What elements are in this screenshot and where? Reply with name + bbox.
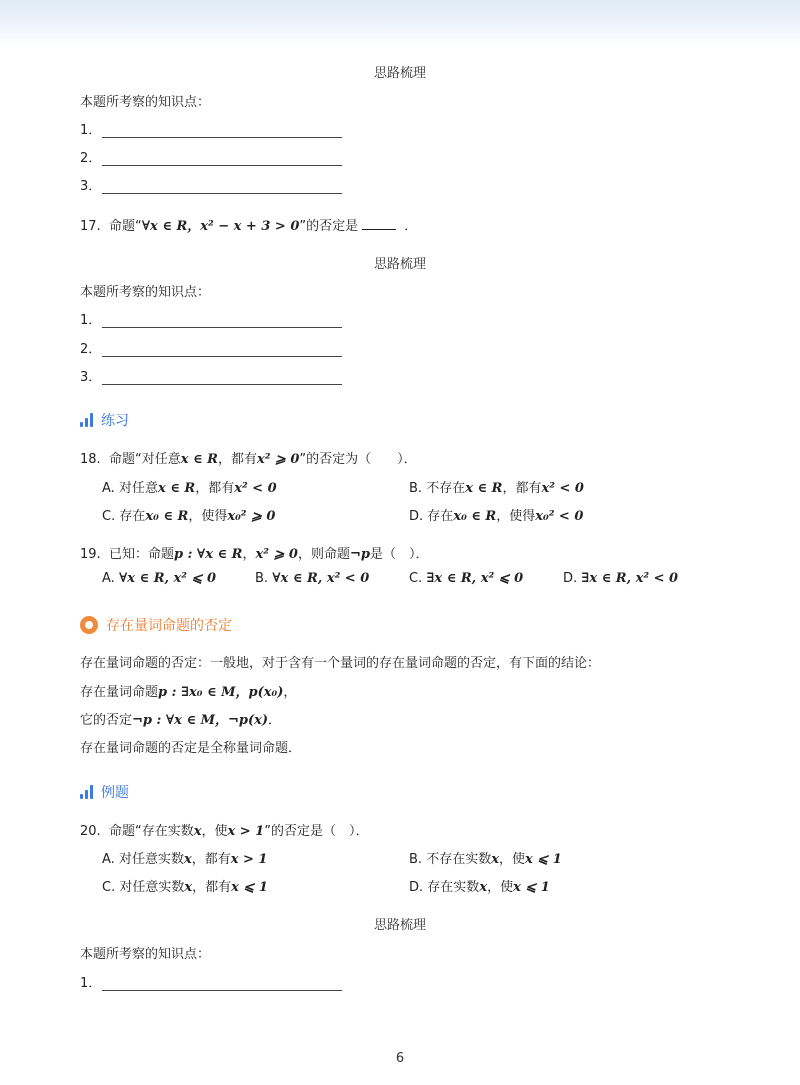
section-title: 思路梳理 — [373, 257, 426, 272]
existential-line-1: 存在量词命题的否定：一般地，对于含有一个量词的存在量词命题的否定，有下面的结论： — [80, 656, 601, 671]
section-title: 思路梳理 — [373, 918, 426, 933]
answer-line[interactable]: 1． — [80, 972, 342, 991]
existential-line-3: 它的否定¬p : ∀x ∈ M，¬p(x)． — [80, 713, 282, 728]
option-a[interactable]: A. 对任意x ∈ R，都有x² < 0 — [102, 481, 277, 496]
answer-line[interactable]: 2． — [80, 147, 342, 166]
question-17: 17. 命题“∀x ∈ R，x² − x + 3 > 0”的否定是 ． — [80, 219, 418, 234]
answer-line[interactable]: 1． — [80, 119, 342, 138]
option-d[interactable]: D. 存在实数x，使x ⩽ 1 — [409, 880, 550, 895]
signal-bars-icon — [80, 785, 93, 799]
answer-line[interactable]: 2． — [80, 338, 342, 357]
option-d[interactable]: D. ∃x ∈ R, x² < 0 — [563, 571, 679, 586]
answer-line[interactable]: 1． — [80, 309, 342, 328]
practice-heading: 练习 — [80, 410, 129, 430]
lightbulb-icon — [80, 616, 98, 634]
option-c[interactable]: C. 存在x₀ ∈ R，使得x₀² ⩾ 0 — [102, 509, 276, 524]
existential-heading: 存在量词命题的否定 — [80, 615, 232, 635]
fill-blank[interactable] — [362, 218, 396, 230]
option-c[interactable]: C. ∃x ∈ R, x² ⩽ 0 — [409, 571, 524, 586]
example-heading: 例题 — [80, 782, 129, 802]
knowledge-label: 本题所考察的知识点： — [80, 285, 211, 300]
knowledge-label: 本题所考察的知识点： — [80, 947, 211, 962]
knowledge-label: 本题所考察的知识点： — [80, 95, 211, 110]
answer-line[interactable]: 3． — [80, 175, 342, 194]
question-20: 20. 命题“存在实数x，使x > 1”的否定是（ ）． — [80, 824, 369, 839]
option-a[interactable]: A. 对任意实数x，都有x > 1 — [102, 852, 268, 867]
answer-line[interactable]: 3． — [80, 366, 342, 385]
question-19: 19. 已知：命题p : ∀x ∈ R，x² ⩾ 0，则命题¬p是（ ）． — [80, 547, 429, 562]
existential-line-2: 存在量词命题p : ∃x₀ ∈ M，p(x₀)， — [80, 685, 297, 700]
option-b[interactable]: B. 不存在实数x，使x ⩽ 1 — [409, 852, 562, 867]
existential-line-4: 存在量词命题的否定是全称量词命题． — [80, 741, 302, 756]
page-number: 6 — [395, 1051, 405, 1066]
option-b[interactable]: B. 不存在x ∈ R，都有x² < 0 — [409, 481, 584, 496]
section-title: 思路梳理 — [373, 66, 426, 81]
option-c[interactable]: C. 对任意实数x，都有x ⩽ 1 — [102, 880, 268, 895]
header-band — [0, 0, 800, 46]
option-b[interactable]: B. ∀x ∈ R, x² < 0 — [255, 571, 370, 586]
signal-bars-icon — [80, 413, 93, 427]
option-a[interactable]: A. ∀x ∈ R, x² ⩽ 0 — [102, 571, 216, 586]
question-18: 18. 命题“对任意x ∈ R，都有x² ⩾ 0”的否定为（ ）． — [80, 452, 417, 467]
option-d[interactable]: D. 存在x₀ ∈ R，使得x₀² < 0 — [409, 509, 584, 524]
